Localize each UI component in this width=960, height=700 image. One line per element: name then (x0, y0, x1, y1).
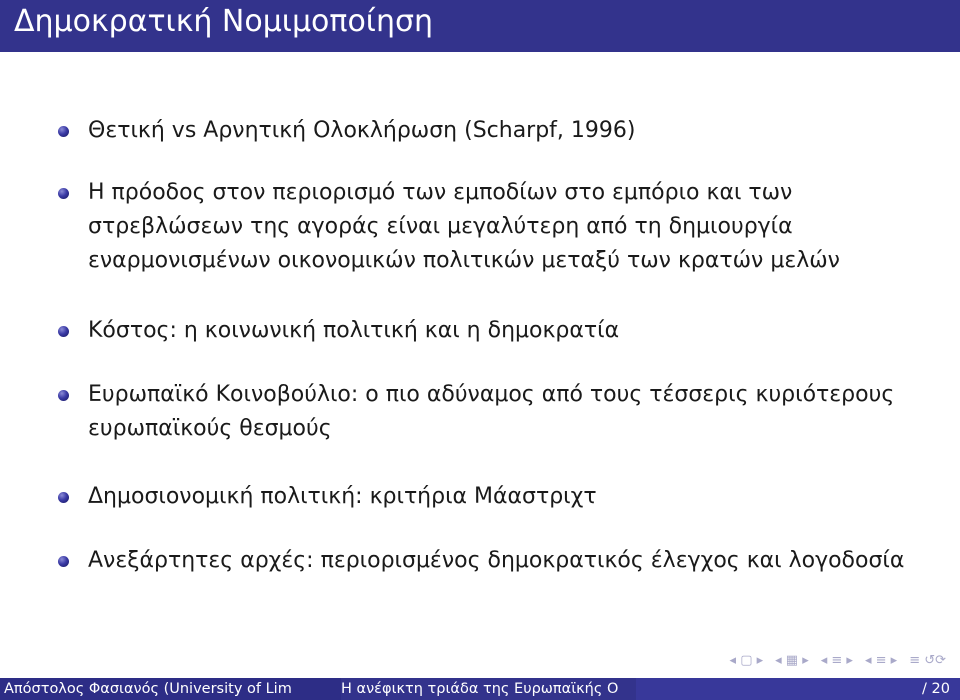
list-item-text: Θετική vs Αρνητική Ολοκλήρωση (Scharpf, 1996) (88, 118, 636, 143)
nav-section-icon[interactable]: ◂ ≡ ▸ (820, 652, 853, 668)
list-item-text: Ανεξάρτητες αρχές: περιορισμένος δημοκρατικός έλεγχος και λογοδοσία (88, 548, 905, 573)
nav-subsection-icon[interactable]: ◂ ▦ ▸ (775, 652, 809, 668)
list-item-text: Ευρωπαϊκό Κοινοβούλιο: ο πιο αδύναμος από τους τέσσερις κυριότερους ευρωπαϊκούς θεσμούς (88, 382, 895, 441)
nav-slide-icon[interactable]: ◂ ≡ ▸ (864, 652, 898, 668)
page-number: / 20 (922, 681, 950, 697)
footer-title: H ανέφικτη τριάδα της Ευρωπαϊκής Ο (341, 678, 636, 700)
bullet-icon (58, 492, 69, 503)
nav-search-icon[interactable]: ≡ ↺⟳ (909, 652, 946, 668)
list-item-text: Η πρόοδος στον περιορισμό των εμποδίων στο εμπόριο και των στρεβλώσεων της αγοράς είναι μεγαλύτερη από τη δημιουργία εναρμονισμένων οικονομικών πολιτικών μεταξύ των κρατών μελών (88, 180, 840, 273)
bullet-icon (58, 390, 69, 401)
beamer-navigation (730, 650, 946, 670)
bullet-icon (58, 188, 69, 199)
list-item-text: Κόστος: η κοινωνική πολιτική και η δημοκρατία (88, 318, 620, 343)
list-item-text: Δημοσιονομική πολιτική: κριτήρια Μάαστριχτ (88, 484, 597, 509)
bullet-icon (58, 326, 69, 337)
bullet-icon (58, 556, 69, 567)
slide-title: Δημοκρατική Νομιμοποίηση (14, 4, 434, 39)
nav-frame-icon[interactable]: ◂ ▢ ▸ (729, 652, 764, 668)
footer-bar (0, 678, 960, 700)
bullet-icon (58, 126, 69, 137)
footer-author: Απόστολος Φασιανός (University of Lim (4, 681, 292, 697)
footer-page-block (636, 678, 960, 700)
